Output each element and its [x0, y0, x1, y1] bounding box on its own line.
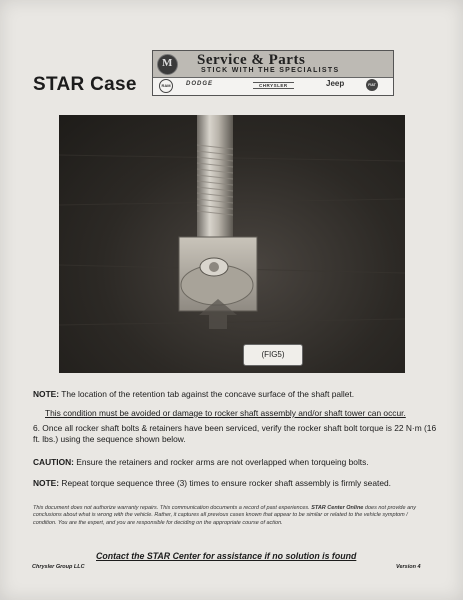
mopar-logo-icon — [157, 54, 178, 75]
rocker-shaft-photo — [59, 115, 405, 373]
fiat-logo-icon: FIAT — [366, 79, 378, 91]
page-title: STAR Case — [33, 74, 137, 95]
note-text: The location of the retention tab against the concave surface of the shaft pallet. — [59, 389, 355, 399]
warning-condition: This condition must be avoided or damage to rocker shaft assembly and/or shaft tower can occur. — [45, 408, 406, 418]
service-parts-banner — [152, 50, 394, 96]
step-6-text: 6. Once all rocker shaft bolts & retainers have been serviced, verify the rocker shaft bolt torque is 22 N·m (16 ft. lbs.) using the sequence shown below. — [33, 423, 437, 444]
footer-version: Version 4 — [396, 564, 421, 570]
note-label: NOTE: — [33, 478, 60, 488]
note-label: NOTE: — [33, 389, 60, 399]
jeep-logo: Jeep — [326, 79, 345, 88]
contact-star-center: Contact the STAR Center for assistance if no solution is found — [96, 551, 357, 561]
note-text: Repeat torque sequence three (3) times to ensure rocker shaft assembly is firmly seated. — [59, 478, 391, 488]
note-retention-tab — [33, 389, 441, 400]
note-torque-sequence — [33, 478, 441, 489]
rocker-shaft-illustration — [59, 115, 405, 373]
caution-label: CAUTION: — [33, 457, 74, 467]
disclaimer-text: This document does not authorize warranty repairs. This communication documents a record of past experiences. — [33, 505, 312, 511]
banner-title: Service & Parts — [197, 52, 306, 68]
disclaimer — [33, 505, 428, 527]
caution-text: Ensure the retainers and rocker arms are not overlapped when torqueing bolts. — [73, 457, 369, 467]
ram-logo-icon: RAM — [159, 79, 173, 93]
figure-label: (FIG5) — [243, 344, 303, 366]
caution-note — [33, 457, 441, 468]
banner-tagline: STICK WITH THE SPECIALISTS — [201, 67, 340, 74]
banner-header — [153, 51, 393, 78]
footer-company: Chrysler Group LLC — [32, 564, 85, 570]
dodge-logo: DODGE — [186, 81, 214, 87]
disclaimer-star-online: STAR Center Online — [311, 505, 364, 511]
disclaimer-text: does not provide any conclusions about what is wrong with the vehicle. Rather, it captures all previous cases known that appear to be similar or related to the vehicle symptom / condition. You are the expert, and you are responsible for deciding on the appropriate course of action. — [33, 505, 416, 526]
chrysler-logo: CHRYSLER — [253, 82, 294, 89]
